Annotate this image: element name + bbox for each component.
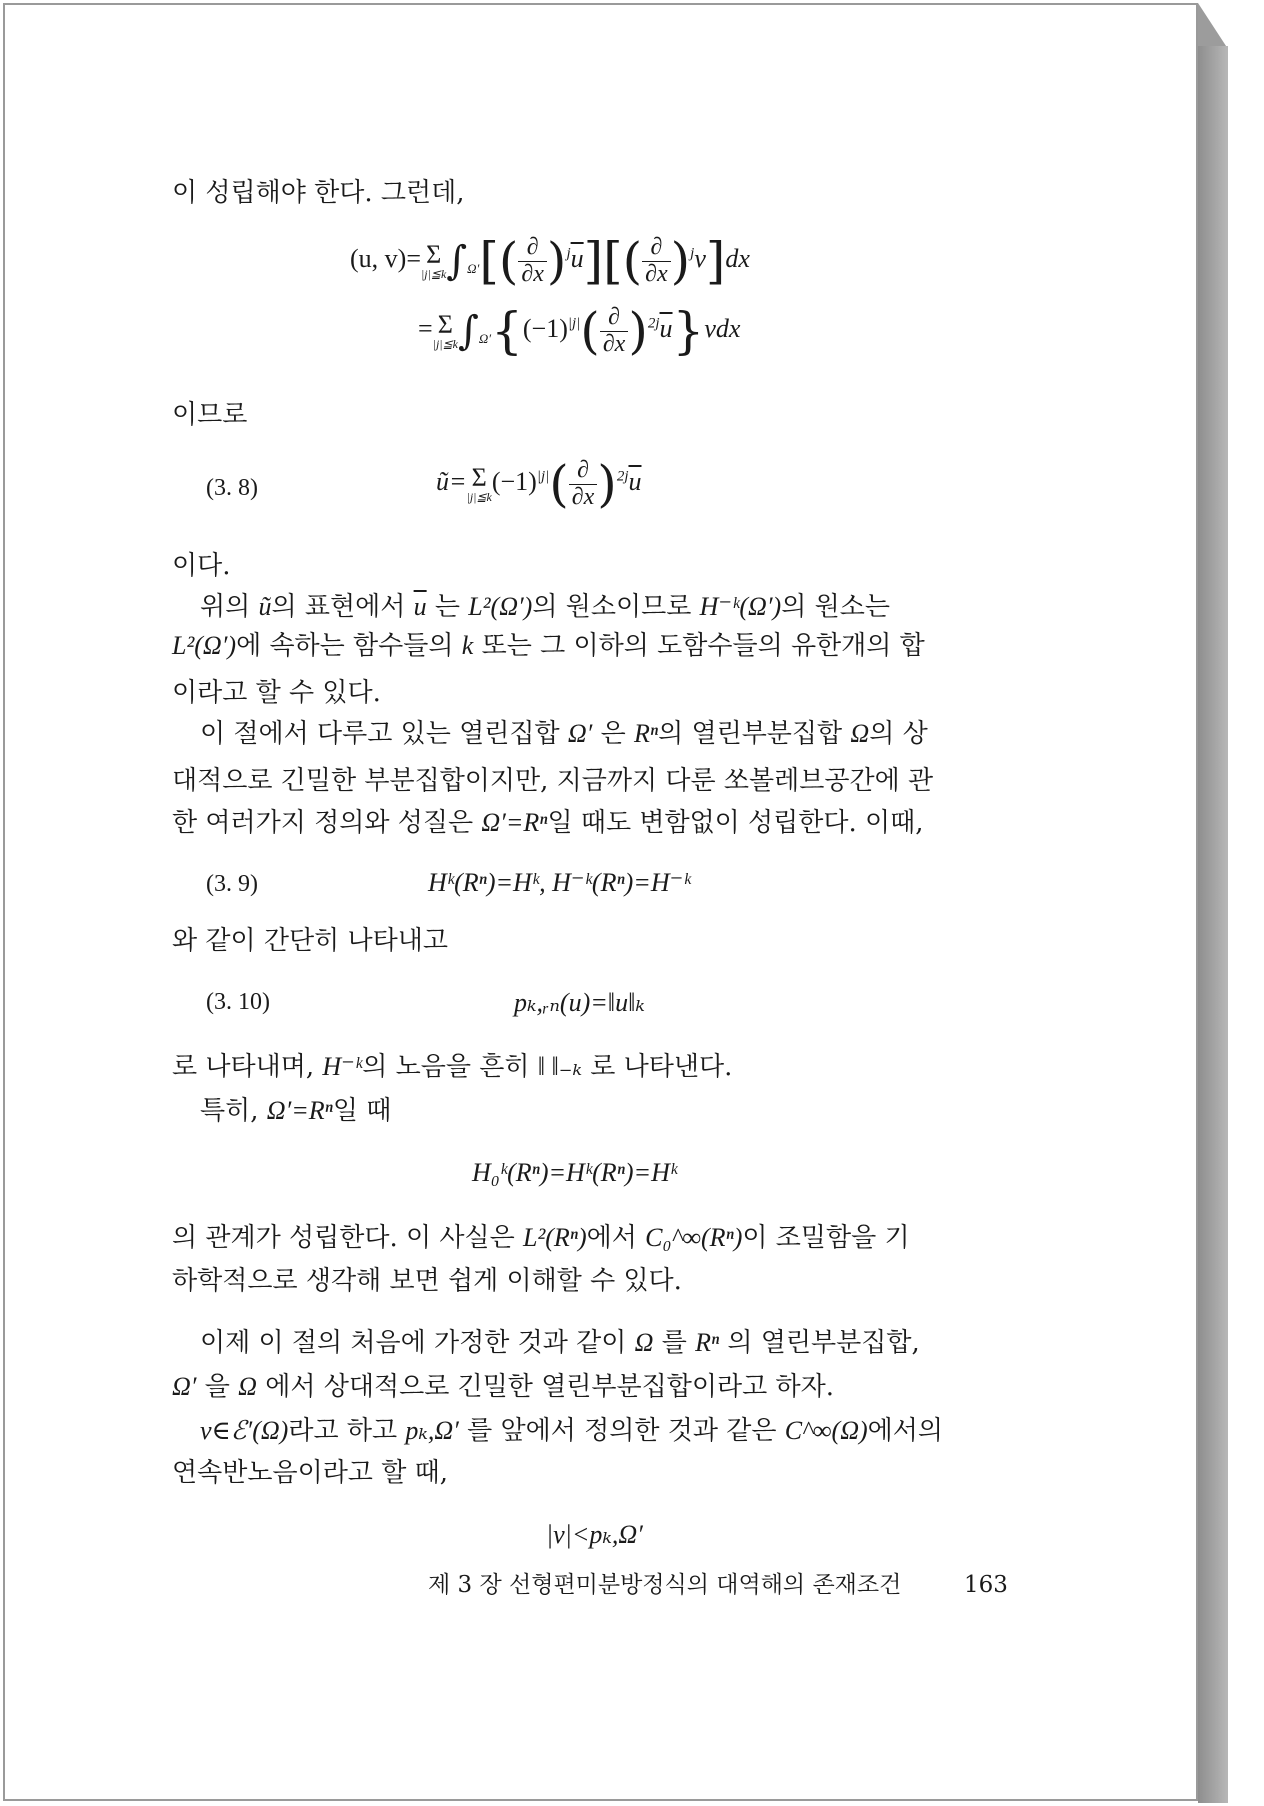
eq-3-8-label: (3. 8) — [206, 475, 258, 501]
para-1-line-2: L²(Ω′)에 속하는 함수들의 k 또는 그 이하의 도함수들의 유한개의 합 — [172, 631, 925, 661]
eq-a-frac-2: $\frac{\partial}{\partial x}$ — [642, 235, 671, 286]
equation-3-8: ũ= Σ |j|≦k $(-1)^{|j|}$( $\frac{\partial}{\partial x}$ )$^{2j}\overline{u}$ — [436, 455, 642, 513]
eq-a-sum-limit: |j|≦k — [420, 267, 447, 281]
eq-a-frac-1: $\frac{\partial}{\partial x}$ — [518, 235, 547, 286]
text-imuro: 이므로 — [172, 400, 248, 430]
page-stack-edge-side — [1198, 46, 1228, 1803]
text-line-1: 이 성립해야 한다. 그런데, — [172, 178, 465, 208]
page-number: 163 — [964, 1572, 1008, 1598]
equation-h0: H₀ᵏ(Rⁿ)=Hᵏ(Rⁿ)=Hᵏ — [472, 1158, 678, 1187]
para-4-line-1: 이제 이 절의 처음에 가정한 것과 같이 Ω 를 Rⁿ 의 열린부분집합, — [200, 1328, 920, 1358]
text-teuk-line: 특히, Ω′=Rⁿ일 때 — [200, 1096, 392, 1126]
equation-inner-product-line-2: = Σ |j|≦k $\int_{\Omega'}\{(-1)^{|j|}$( $\frac{\partial}{\partial x}$ )$^{2j}\overline{u}\}vdx$ — [418, 302, 741, 360]
equation-3-9: Hᵏ(Rⁿ)=Hᵏ, H⁻ᵏ(Rⁿ)=H⁻ᵏ — [428, 868, 691, 897]
para-2-line-3: 한 여러가지 정의와 성질은 Ω′=Rⁿ일 때도 변함없이 성립한다. 이때, — [172, 808, 924, 838]
para-5-line-1: v∈ℰ′(Ω)라고 하고 pₖ,Ω′ 를 앞에서 정의한 것과 같은 C^∞(Ω)에서의 — [200, 1416, 944, 1446]
para-4-line-2: Ω′ 을 Ω 에서 상대적으로 긴밀한 열린부분집합이라고 하자. — [172, 1372, 834, 1402]
text-ida: 이다. — [172, 551, 231, 581]
page-stack-edge-top — [1198, 3, 1228, 49]
para-2-line-1: 이 절에서 다루고 있는 열린집합 Ω′ 은 Rⁿ의 열린부분집합 Ω의 상 — [200, 719, 928, 749]
eq-a-lhs: (u, v)= — [350, 243, 421, 273]
eq-a-sum: Σ |j|≦k — [420, 240, 447, 281]
eq-3-10-label: (3. 10) — [206, 989, 270, 1015]
para-2-line-2: 대적으로 긴밀한 부분집합이지만, 지금까지 다룬 쏘볼레브공간에 관 — [172, 766, 934, 796]
equation-inner-product: (u, v)= Σ |j|≦k $\int_{\Omega'}$[( $\frac{\partial}{\partial x}$ )$^j\overline{u}$][( $\frac{\partial}{\partial x}$ )$^j$v]dx — [350, 232, 750, 290]
para-3-line-2: 하학적으로 생각해 보면 쉽게 이해할 수 있다. — [172, 1266, 682, 1296]
para-1-line-3: 이라고 할 수 있다. — [172, 678, 381, 708]
eq-a-domain: Ω′ — [467, 261, 480, 277]
para-5-line-2: 연속반노음이라고 할 때, — [172, 1458, 448, 1488]
equation-3-10: pₖ,ᵣₙ(u)=‖u‖ₖ — [514, 988, 645, 1017]
para-1-line-1: 위의 ũ의 표현에서 $\overline{u}$ 는 L²(Ω′)의 원소이므로 H⁻ᵏ(Ω′)의 원소는 — [200, 592, 890, 622]
eq-3-9-label: (3. 9) — [206, 871, 258, 897]
footer-chapter: 제 3 장 선형편미분방정식의 대역해의 존재조건 — [428, 1572, 902, 1598]
para-3-line-1: 의 관계가 성립한다. 이 사실은 L²(Rⁿ)에서 C₀^∞(Rⁿ)이 조밀함을 기 — [172, 1223, 910, 1253]
text-wa: 와 같이 간단히 나타내고 — [172, 926, 448, 956]
equation-last: |v|<pₖ,Ω′ — [546, 1520, 643, 1549]
text-ro-line: 로 나타내며, H⁻ᵏ의 노음을 흔히 ‖ ‖₋ₖ 로 나타낸다. — [172, 1052, 733, 1082]
